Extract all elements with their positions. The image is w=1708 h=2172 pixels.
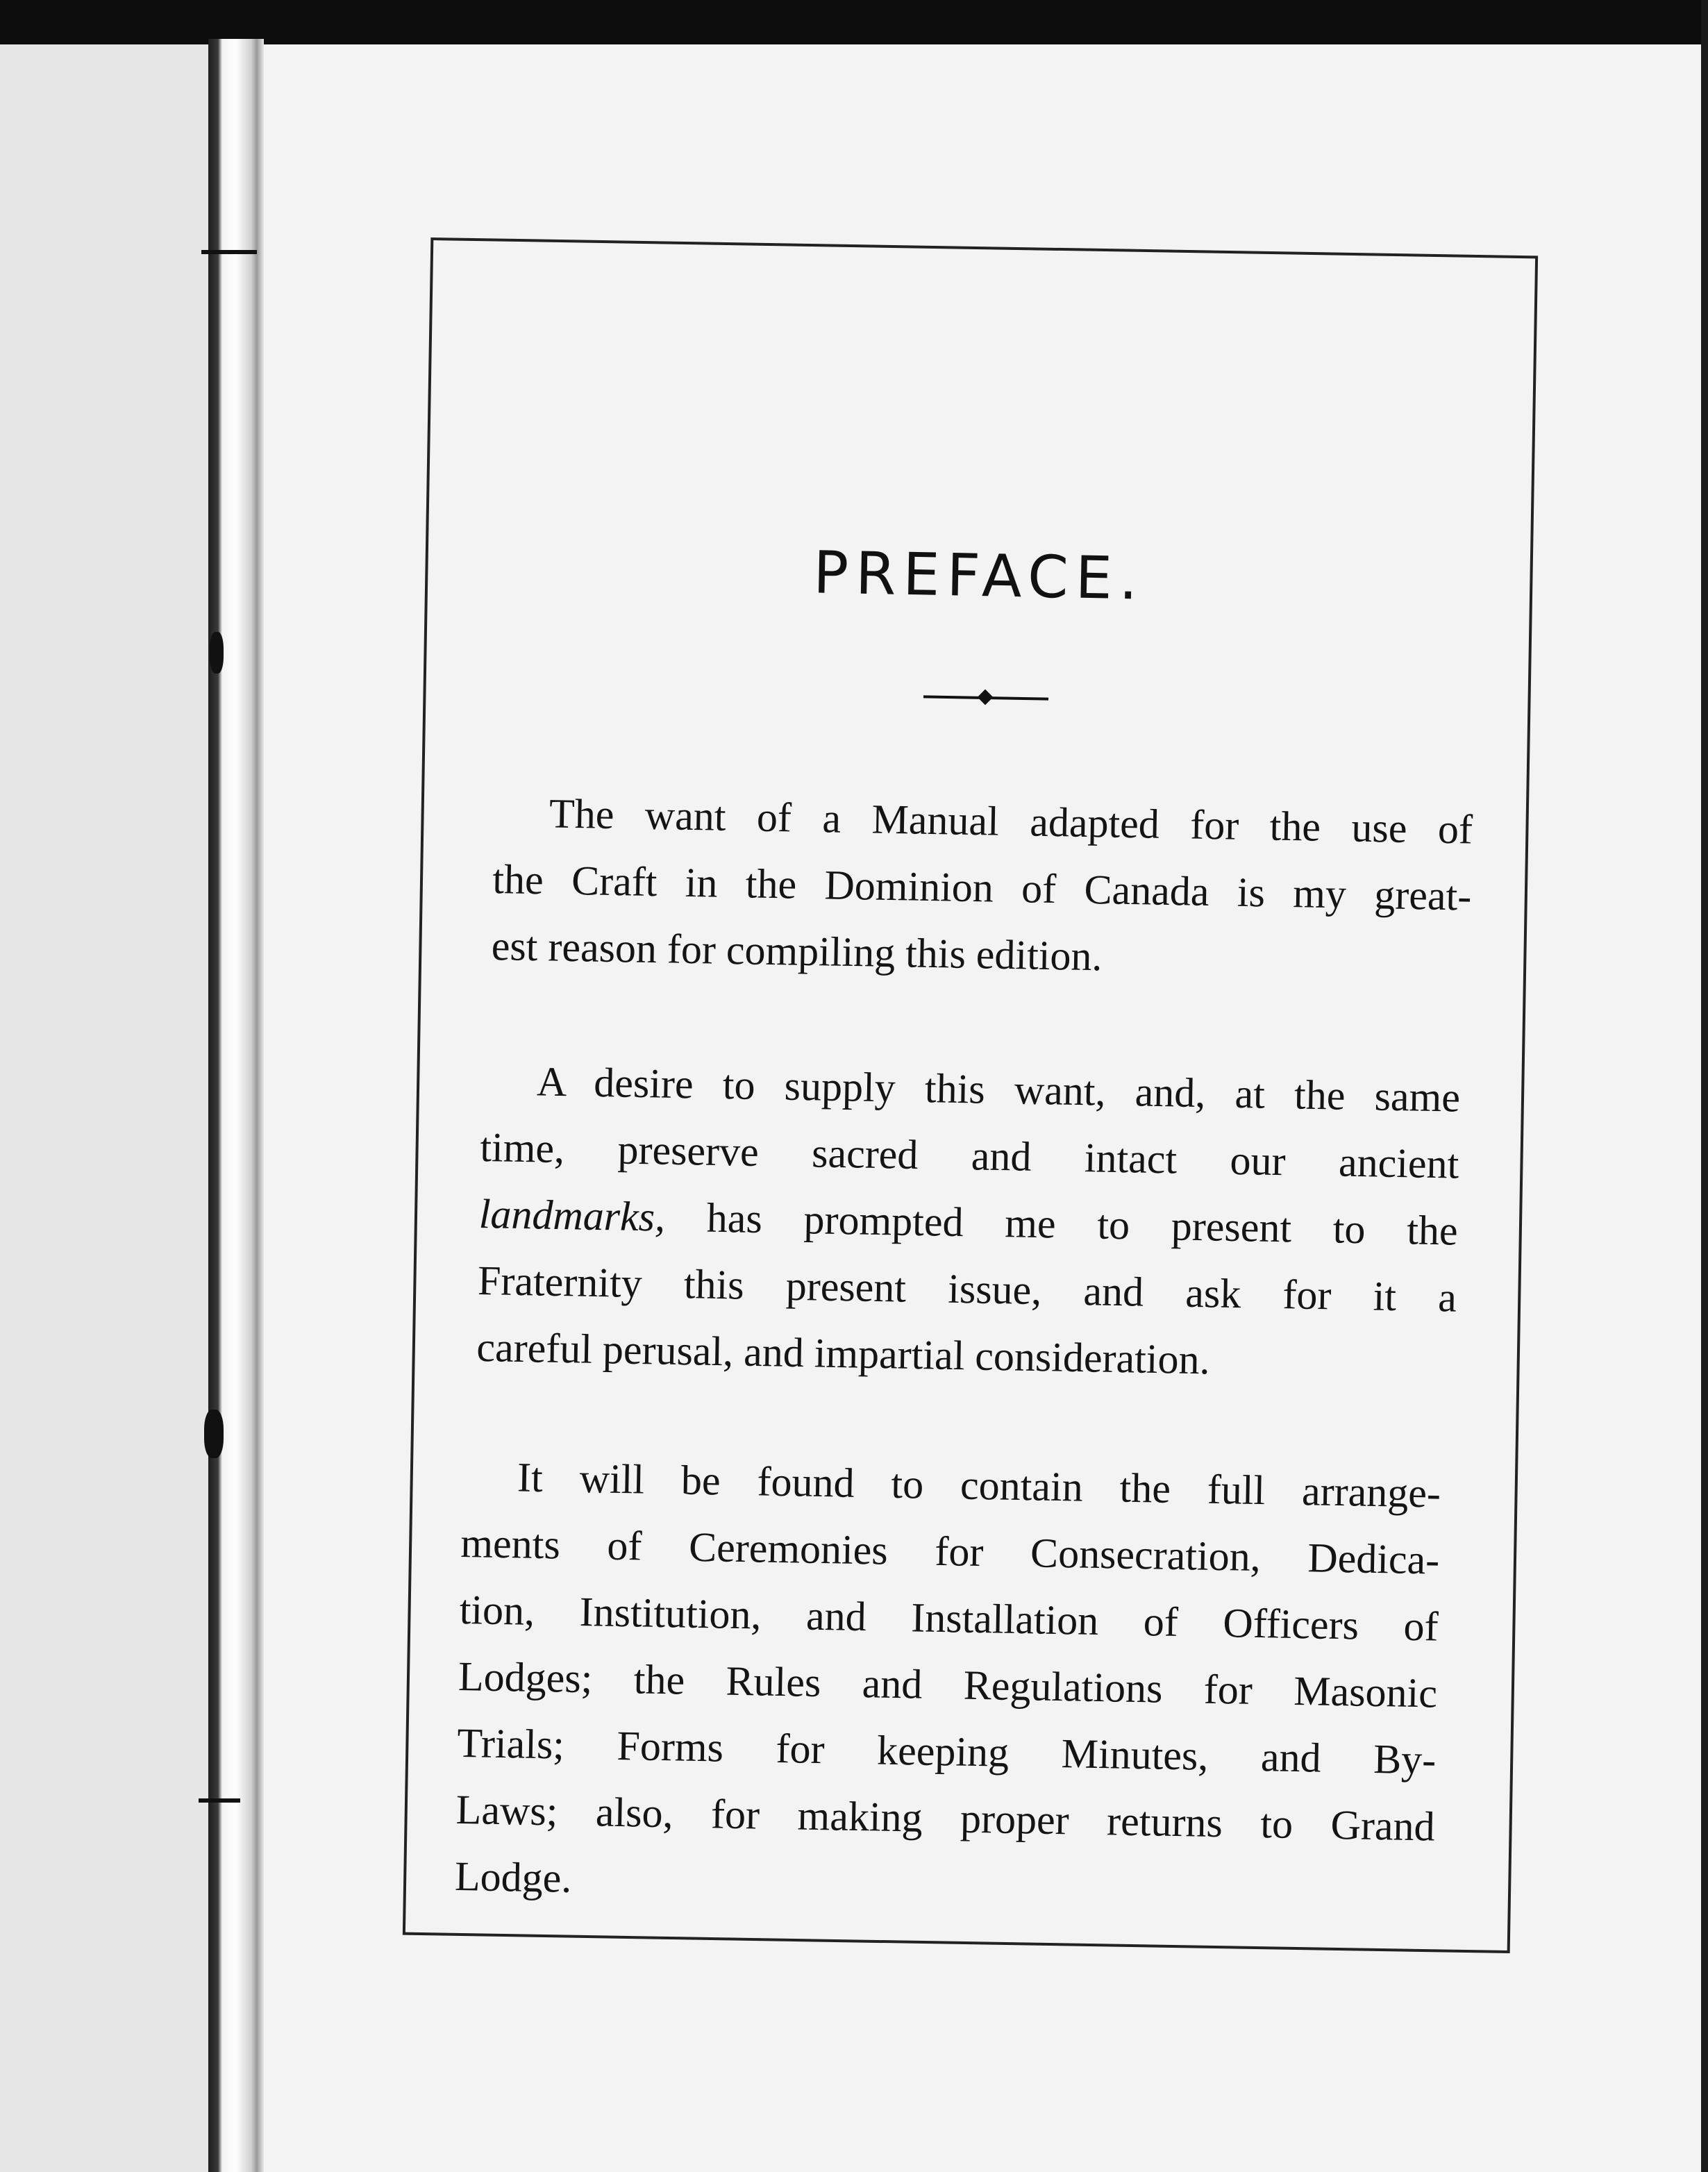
paragraph-line: A desire to supply this want, and, at the same: [536, 1058, 1461, 1121]
italic-word-landmarks: landmarks,: [478, 1190, 666, 1240]
book-gutter: [208, 39, 264, 2172]
facing-page-edge: [0, 44, 208, 2172]
title-area: [389, 264, 1569, 613]
paragraph-line: tion, Institution, and Installation of Officers of: [459, 1586, 1439, 1650]
scan-right-edge: [1701, 0, 1708, 2172]
paragraph-line: careful perusal, and impartial consideration.: [476, 1323, 1211, 1383]
binding-stitch: [210, 632, 224, 674]
paragraph-line: Lodges; the Rules and Regulations for Masonic: [458, 1653, 1438, 1716]
paragraph-line-text: has prompted me to present to the: [706, 1194, 1459, 1254]
preface-paragraph-3: [454, 1443, 1441, 1927]
paragraph-line: Trials; Forms for keeping Minutes, and By-: [456, 1719, 1437, 1783]
binding-stitch: [204, 1410, 224, 1458]
preface-paragraph-1: [491, 779, 1473, 996]
binding-stitch: [199, 1798, 240, 1803]
paragraph-line: ments of Ceremonies for Consecration, Dedica-: [460, 1519, 1440, 1583]
paragraph-line: Lodge.: [454, 1853, 572, 1901]
paragraph-line: time, preserve sacred and intact our ancient: [479, 1123, 1459, 1187]
preface-paragraph-2: [476, 1047, 1461, 1398]
paragraph-line: the Craft in the Dominion of Canada is my great-: [492, 855, 1472, 919]
paragraph-line: est reason for compiling this edition.: [491, 922, 1103, 980]
paragraph-line: Laws; also, for making proper returns to Grand: [455, 1786, 1436, 1850]
scan-top-edge: [0, 0, 1708, 44]
paragraph-line: It will be found to contain the full arrange-: [517, 1454, 1441, 1517]
paragraph-line: The want of a Manual adapted for the use of: [549, 790, 1473, 853]
paragraph-line: Fraternity this present issue, and ask for it a: [477, 1257, 1457, 1321]
binding-stitch: [201, 250, 257, 254]
page-title: PREFACE.: [812, 538, 1146, 613]
